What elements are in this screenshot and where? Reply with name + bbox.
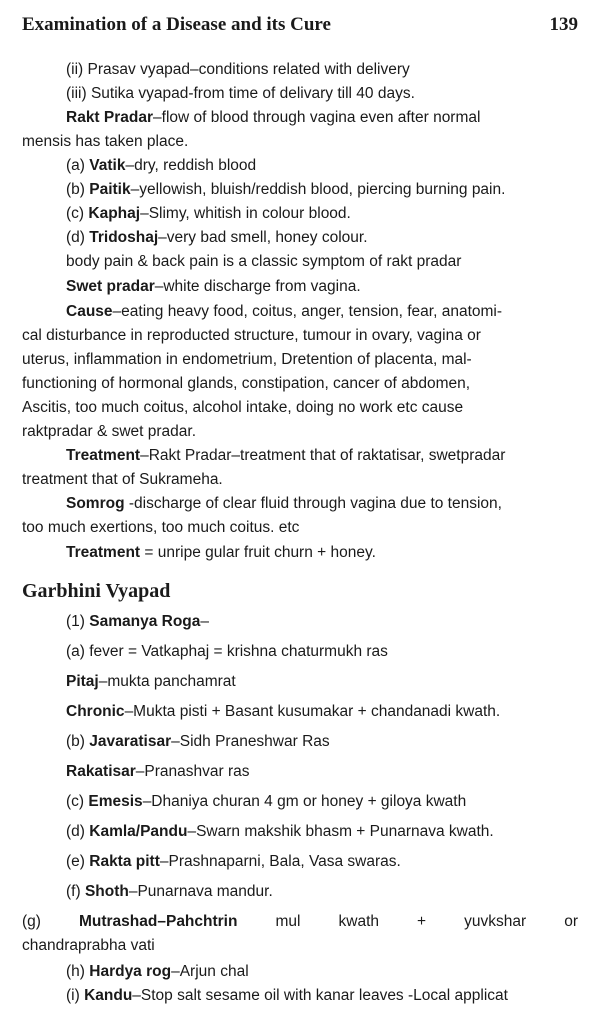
text-line (22, 422, 196, 442)
text-line (66, 494, 502, 514)
line-text: (iii) Sutika vyapad-from time of delivary till 40 days. (66, 85, 415, 102)
text-line (66, 252, 461, 272)
section-heading: Garbhini Vyapad (22, 580, 171, 602)
item-marker: (b) (66, 733, 90, 750)
line-text: –yellowish, bluish/reddish blood, piercing burning pain. (130, 181, 506, 198)
text-line (66, 822, 494, 842)
text-line (66, 986, 508, 1006)
text-line (66, 84, 415, 104)
word: kwath (338, 913, 380, 930)
text-line (66, 962, 249, 982)
text-line (66, 180, 505, 200)
text-line (22, 936, 155, 956)
term: Pitaj (66, 673, 99, 690)
text-line (66, 543, 376, 563)
text-line (66, 642, 388, 662)
line-text: treatment that of Sukrameha. (22, 471, 223, 488)
item-marker: (i) (66, 987, 85, 1004)
line-text: –dry, reddish blood (125, 157, 257, 174)
term: Rakta pitt (89, 853, 160, 870)
line-text: –Rakt Pradar–treatment that of raktatisar, swetpradar (140, 447, 506, 464)
item-marker: (d) (66, 823, 90, 840)
term: Somrog (66, 495, 125, 512)
term: Treatment (66, 447, 141, 464)
text-line (66, 732, 330, 752)
line-text: cal disturbance in reproducted structure, tumour in ovary, vagina or (22, 327, 481, 344)
text-line (66, 108, 480, 128)
text-line (22, 132, 188, 152)
term: Kandu (84, 987, 133, 1004)
text-line (66, 204, 351, 224)
term: Kaphaj (88, 205, 141, 222)
text-line (66, 882, 273, 902)
page-number: 139 (549, 14, 578, 35)
item-marker: (c) (66, 205, 89, 222)
line-text: raktpradar & swet pradar. (22, 423, 197, 440)
term: Rakt Pradar (66, 109, 154, 126)
line-text: -discharge of clear fluid through vagina due to tension, (124, 495, 502, 512)
term: Chronic (66, 703, 125, 720)
term: Treatment (66, 544, 141, 561)
line-text: –Swarn makshik bhasm + Punarnava kwath. (187, 823, 494, 840)
text-line (22, 518, 299, 538)
term: Tridoshaj (89, 229, 159, 246)
line-text: –eating heavy food, coitus, anger, tension, fear, anatomi- (112, 303, 503, 320)
word: yuvkshar (464, 913, 527, 930)
word: + (417, 913, 427, 930)
item-marker: (a) (66, 157, 90, 174)
line-text: body pain & back pain is a classic symptom of rakt pradar (66, 253, 462, 270)
item-marker: (c) (66, 793, 89, 810)
line-text: –Pranashvar ras (135, 763, 250, 780)
item-marker: (1) (66, 613, 90, 630)
term: Javaratisar (89, 733, 172, 750)
text-line (22, 912, 578, 932)
line-text: –Sidh Praneshwar Ras (171, 733, 330, 750)
line-text: –Stop salt sesame oil with kanar leaves -Local applicat (132, 987, 508, 1004)
text-line (22, 398, 463, 418)
page-header (22, 14, 578, 44)
text-line (66, 302, 502, 322)
text-line (66, 277, 361, 297)
text-line (66, 446, 505, 466)
term: Vatik (89, 157, 126, 174)
text-line (66, 792, 466, 812)
text-line (22, 470, 223, 490)
text-line (66, 156, 256, 176)
text-line (66, 762, 250, 782)
text-line (66, 672, 236, 692)
item-marker: (e) (66, 853, 90, 870)
word: or (564, 913, 578, 930)
item-marker: (f) (66, 883, 85, 900)
item-marker: (h) (66, 963, 90, 980)
line-text: –Mukta pisti + Basant kusumakar + chandanadi kwath. (124, 703, 501, 720)
line-text: chandraprabha vati (22, 937, 155, 954)
line-text: –mukta panchamrat (98, 673, 236, 690)
line-text: –very bad smell, honey colour. (158, 229, 368, 246)
text-line (22, 326, 481, 346)
term: Shoth (84, 883, 129, 900)
term: Paitik (89, 181, 131, 198)
text-line (66, 852, 401, 872)
term: Kamla/Pandu (89, 823, 188, 840)
line-text: –flow of blood through vagina even after normal (153, 109, 481, 126)
line-text: –Prashnaparni, Bala, Vasa swaras. (159, 853, 401, 870)
text-line (66, 228, 368, 248)
line-text: mensis has taken place. (22, 133, 189, 150)
line-text: = unripe gular fruit churn + honey. (140, 544, 376, 561)
text-line (22, 374, 470, 394)
line-text: –Punarnava mandur. (128, 883, 273, 900)
line-text: –white discharge from vagina. (154, 278, 361, 295)
line-text: (ii) Prasav vyapad–conditions related with delivery (66, 61, 410, 78)
word: (g) (22, 913, 41, 930)
line-text: –Arjun chal (171, 963, 249, 980)
word: Mutrashad–Pahchtrin (78, 913, 238, 930)
word: mul (275, 913, 301, 930)
line-text: uterus, inflammation in endometrium, Dretention of placenta, mal- (22, 351, 472, 368)
term: Swet pradar (66, 278, 155, 295)
item-marker: (d) (66, 229, 90, 246)
term: Cause (66, 303, 113, 320)
line-text: functioning of hormonal glands, constipation, cancer of abdomen, (22, 375, 471, 392)
item-marker: (b) (66, 181, 90, 198)
line-text: too much exertions, too much coitus. etc (22, 519, 300, 536)
running-title: Examination of a Disease and its Cure (22, 14, 331, 35)
line-text: (a) fever = Vatkaphaj = krishna chaturmukh ras (66, 643, 388, 660)
term: Hardya rog (89, 963, 172, 980)
line-text: –Slimy, whitish in colour blood. (140, 205, 351, 222)
term: Samanya Roga (89, 613, 201, 630)
text-line (66, 60, 410, 80)
line-text: Ascitis, too much coitus, alcohol intake, doing no work etc cause (22, 399, 464, 416)
term: Emesis (88, 793, 143, 810)
line-text: – (200, 613, 210, 630)
text-line (66, 702, 500, 722)
text-line (66, 612, 209, 632)
term: Rakatisar (66, 763, 136, 780)
line-text: –Dhaniya churan 4 gm or honey + giloya kwath (142, 793, 467, 810)
text-line (22, 350, 472, 370)
